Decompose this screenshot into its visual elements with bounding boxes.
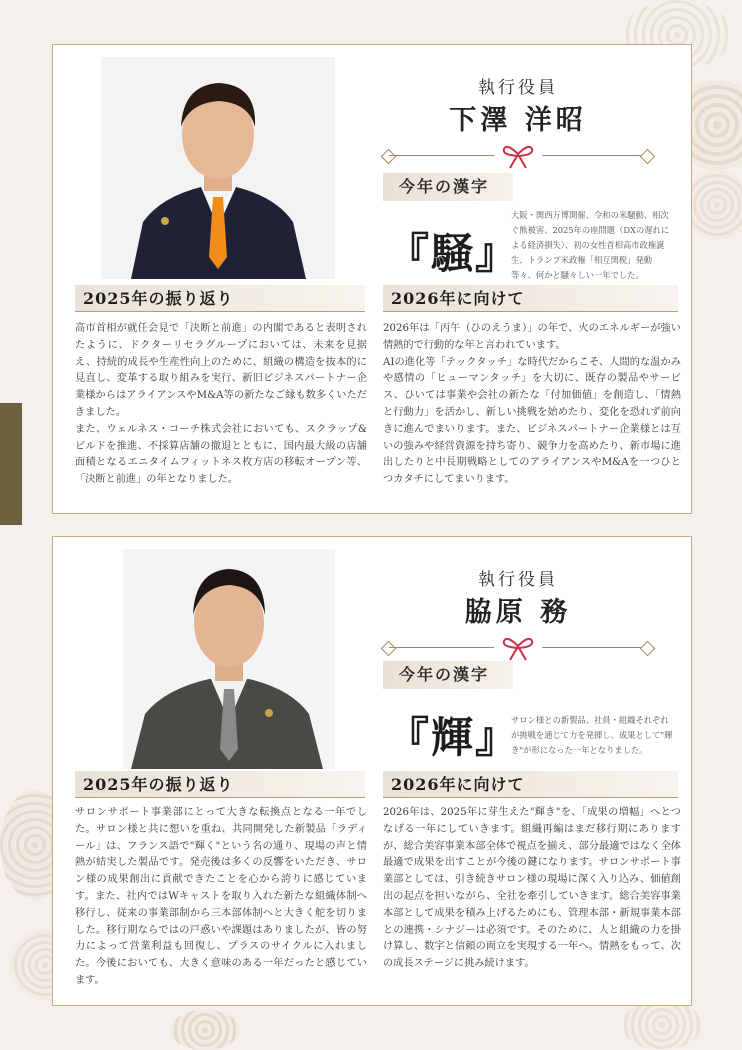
profile-card-2: [52, 536, 692, 1006]
future-text: 2026年は、2025年に芽生えた"輝き"を、「成果の増幅」へとつなげる一年にしていきます。組織再編はまだ移行期にありますが、総合美容事業本部全体で視点を揃え、部分最適ではなく全体最適で成果を出すことが今後の鍵になります。サロンサポート事業部としては、引き続きサロン様の現場に深く入り込み、価値創出の起点を担いながら、全社を牽引していきます。総合美容事業本部として成果を積み上げるためにも、管理本部・新規事業本部との連携・シナジーは必須です。そのために、人と組織の力を掛け算し、数字と信頼の両立を実現する一年へ。情熱をもって、次の成長ステージに挑み続けます。: [383, 807, 681, 970]
review-heading: 2025年の振り返り: [75, 285, 365, 312]
ribbon-bow-icon: [501, 143, 535, 169]
future-text: 2026年は「丙午（ひのえうま）」の年で、火のエネルギーが強い情熱的で行動的な年と言われています。 AIの進化等「テックタッチ」な時代だからこそ、人間的な温かみや感情の「ヒューマンタッチ」を大切に、既存の製品やサービス、ひいては事業や会社の新たな「付加価値」を創造し、「情熱と行動力」を活かし、新しい挑戦を始めたり、変化を恐れず前向きに進んでまいります。また、ビジネスパートナー企業様とは互いの強みや経営資源を持ち寄り、競争力を高めたり、新市場に進出したりと中長期戦略としてのアライアンスやM&Aを一つひとつカタチにしてまいります。: [383, 323, 681, 486]
side-tab-marker: [0, 403, 22, 525]
review-text: サロンサポート事業部にとって大きな転換点となる一年でした。サロン様と共に想いを重ね、共同開発した新製品「ラディール」は、フランス語で"輝く"という名の通り、現場の声と情熱が結実した製品です。発売後は多くの反響をいただき、サロン様の成果創出に貢献できたことを心から誇りに感じています。また、社内ではWキャストを取り入れた新たな組織体制へ移行し、従来の事業部制から三本部体制へと大きく舵を切りました。移行期ならではの戸惑いや課題はありましたが、皆の努力によって営業利益も回復し、プラスのサイクルに入れました。今後においても、大きく意味のある一年だったと感じています。: [75, 807, 367, 986]
kanji-note: サロン様との新製品、社員・組織それぞれが挑戦を通じて力を発揮し、成果として"輝き"が形になった一年となりました。: [511, 715, 673, 755]
diamond-ornament-icon: [640, 641, 656, 657]
kanji-of-year: 『騒』: [387, 229, 520, 278]
kanji-note: 大阪・関西万博開催、令和の米騒動、相次ぐ熊被害、2025年の座問題（DXの遅れによる経済損失）、初の女性首相高市政権誕生、トランプ米政権「相互関税」発動等々、何かと騒々しい一年でした。: [511, 210, 670, 280]
profile-card-1: [52, 44, 692, 514]
review-heading: 2025年の振り返り: [75, 771, 365, 798]
future-heading: 2026年に向けて: [383, 285, 678, 312]
future-heading: 2026年に向けて: [383, 771, 678, 798]
decorative-pattern: [170, 1010, 240, 1050]
decorative-pattern: [622, 1000, 702, 1050]
role-title: 執行役員: [478, 570, 558, 590]
kanji-of-year: 『輝』: [387, 713, 520, 762]
kanji-label: 今年の漢字: [383, 661, 513, 689]
portrait-photo: [123, 549, 335, 769]
ribbon-divider: [383, 635, 653, 661]
person-name: 下澤 洋昭: [449, 105, 587, 136]
ribbon-divider: [383, 143, 653, 169]
diamond-ornament-icon: [381, 641, 397, 657]
kanji-label: 今年の漢字: [383, 173, 513, 201]
diamond-ornament-icon: [640, 149, 656, 165]
role-title: 執行役員: [478, 78, 558, 98]
title-block: [383, 45, 653, 169]
title-block: [383, 537, 653, 661]
person-name: 脇原 務: [464, 597, 572, 628]
portrait-photo: [101, 57, 335, 279]
diamond-ornament-icon: [381, 149, 397, 165]
ribbon-bow-icon: [501, 635, 535, 661]
review-text: 高市首相が就任会見で「決断と前進」の内閣であると表明されたように、ドクターリセラグループにおいては、未来を見据え、持続的成長や生産性向上のために、組織の構造を抜本的に見直し、変革する取り組みを実行、新旧ビジネスパートナー企業様からはアライアンスやM&A等の新たなご縁も数多くいただきました。 また、ウェルネス・コーチ株式会社においても、スクラップ&ビルドを推進、不採算店舗の撤退とともに、国内最大級の店舗面積となるエニタイムフィットネス枚方店の移転オープン等、「決断と前進」の年となりました。: [75, 323, 367, 486]
